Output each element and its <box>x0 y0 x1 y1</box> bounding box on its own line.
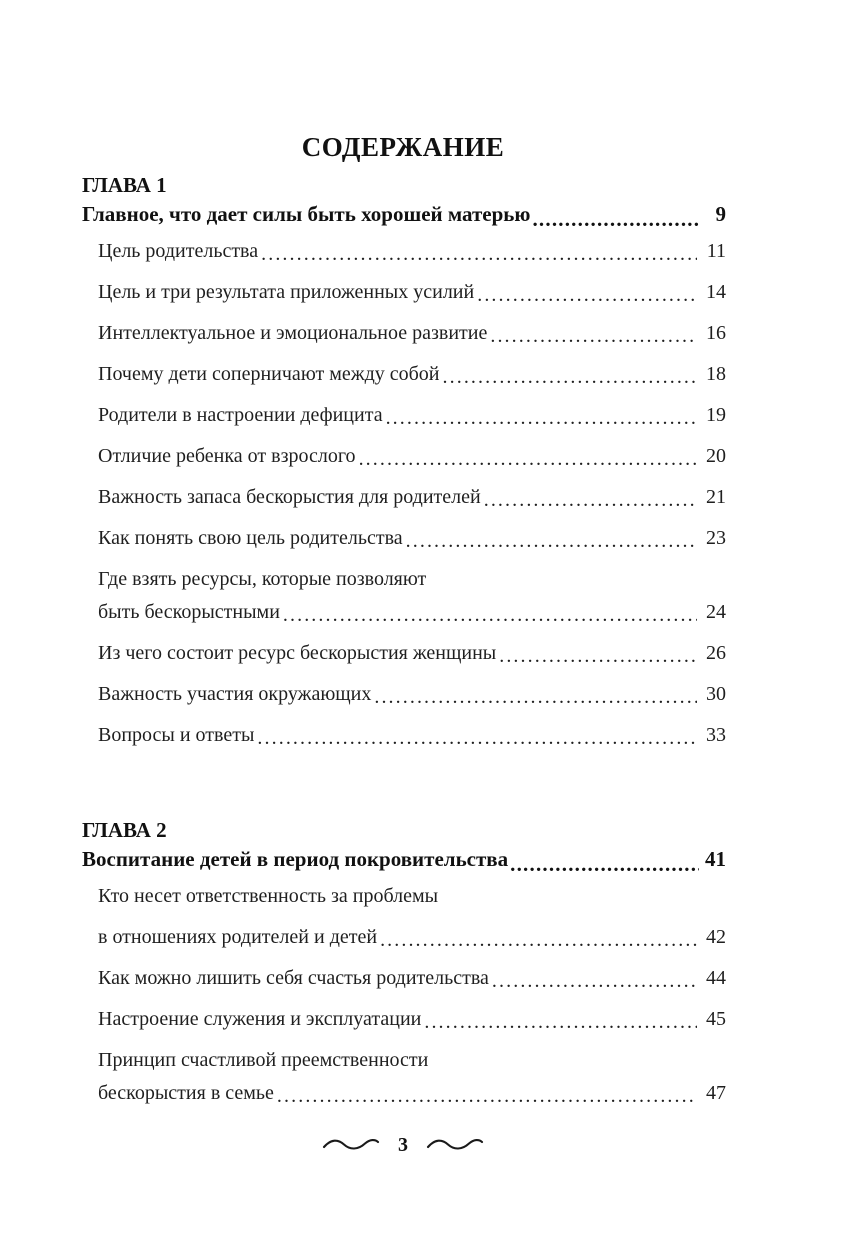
chapter-entry-list <box>98 884 726 1105</box>
toc-entry-line <box>98 641 726 665</box>
toc-entry[interactable] <box>98 526 726 550</box>
chapter-title-row[interactable] <box>82 844 726 874</box>
toc-entry-line <box>98 723 726 747</box>
chapter-title: Воспитание детей в период покровительства <box>82 847 509 871</box>
toc-entry-page-number: 18 <box>706 363 726 385</box>
toc-entry-line <box>98 444 726 468</box>
toc-entry-page-number: 47 <box>706 1082 726 1104</box>
dot-leader <box>490 328 697 345</box>
dot-leader <box>277 1088 697 1105</box>
chapter-label: ГЛАВА 2 <box>82 818 167 842</box>
toc-entry[interactable] <box>98 321 726 345</box>
dot-leader <box>257 730 697 747</box>
toc-entry-line <box>98 280 726 304</box>
toc-entry-line <box>98 485 726 509</box>
toc-entry[interactable] <box>98 403 726 427</box>
toc-entry-line: Где взять ресурсы, которые позволяют <box>98 568 427 590</box>
chapter-page-number: 9 <box>715 202 726 226</box>
toc-entry-page-number: 16 <box>706 322 726 344</box>
toc-entry-line <box>98 403 726 427</box>
toc-entry-page-number: 11 <box>706 240 726 262</box>
toc-entry[interactable] <box>98 485 726 509</box>
toc-entry-line <box>98 925 726 949</box>
dot-leader <box>499 648 697 665</box>
toc-entry-text: Цель родительства <box>98 240 259 262</box>
toc-entry[interactable] <box>98 280 726 304</box>
toc-entry-text: Важность запаса бескорыстия для родителей <box>98 486 481 508</box>
dot-leader <box>424 1014 697 1031</box>
toc-entry-text: Из чего состоит ресурс бескорыстия женщины <box>98 642 497 664</box>
toc-entry-text: Цель и три результата приложенных усилий <box>98 281 475 303</box>
squiggle-ornament-left-icon <box>322 1138 380 1152</box>
dot-leader <box>261 246 697 263</box>
dot-leader <box>374 689 697 706</box>
toc-entry-line <box>98 600 726 624</box>
chapter-block <box>82 817 726 1105</box>
toc-entry-page-number: 30 <box>706 683 726 705</box>
toc-entry-page-number: 23 <box>706 527 726 549</box>
toc-entry-text: бескорыстия в семье <box>98 1082 274 1104</box>
toc-entry-page-number: 21 <box>706 486 726 508</box>
toc-entry-page-number: 33 <box>706 724 726 746</box>
toc-entry-line <box>98 682 726 706</box>
toc-entry-line <box>98 1081 726 1105</box>
toc-entry-page-number: 19 <box>706 404 726 426</box>
toc-entry-page-number: 26 <box>706 642 726 664</box>
toc-entry[interactable] <box>98 444 726 468</box>
dot-leader <box>532 209 699 229</box>
toc-entry[interactable] <box>98 682 726 706</box>
page-title: СОДЕРЖАНИЕ <box>301 132 505 162</box>
chapter-block <box>82 172 726 747</box>
toc-entry-text: Интеллектуальное и эмоциональное развитие <box>98 322 488 344</box>
toc-entry-page-number: 45 <box>706 1008 726 1030</box>
toc-entry-text: Вопросы и ответы <box>98 724 255 746</box>
chapter-title: Главное, что дает силы быть хорошей матерью <box>82 202 531 226</box>
toc-entry[interactable] <box>98 239 726 263</box>
toc-entry-page-number: 20 <box>706 445 726 467</box>
toc-entry-line <box>98 321 726 345</box>
dot-leader <box>443 369 697 386</box>
toc-entry-text: Родители в настроении дефицита <box>98 404 383 426</box>
page-footer <box>0 1135 806 1155</box>
toc-entry[interactable] <box>98 641 726 665</box>
toc-entry-line <box>98 239 726 263</box>
toc-entry-text: Отличие ребенка от взрослого <box>98 445 356 467</box>
toc-entry-text: Как можно лишить себя счастья родительства <box>98 967 489 989</box>
chapter-title-row[interactable] <box>82 199 726 229</box>
dot-leader <box>406 533 697 550</box>
toc-entry-text: Настроение служения и эксплуатации <box>98 1008 422 1030</box>
chapter-entry-list <box>98 239 726 747</box>
dot-leader <box>492 973 697 990</box>
dot-leader <box>283 607 697 624</box>
toc-entry-line <box>98 1007 726 1031</box>
toc-entry[interactable] <box>98 1048 726 1105</box>
toc-entry-line <box>98 526 726 550</box>
toc-entry-line <box>98 966 726 990</box>
chapter-label: ГЛАВА 1 <box>82 173 167 197</box>
toc-entry[interactable] <box>98 966 726 990</box>
table-of-contents <box>82 172 726 1105</box>
dot-leader <box>380 932 697 949</box>
toc-entry[interactable] <box>98 884 726 949</box>
toc-entry-line <box>98 362 726 386</box>
toc-entry-text: Почему дети соперничают между собой <box>98 363 440 385</box>
toc-entry[interactable] <box>98 723 726 747</box>
toc-entry-page-number: 14 <box>706 281 726 303</box>
dot-leader <box>477 287 697 304</box>
dot-leader <box>510 854 699 874</box>
dot-leader <box>386 410 697 427</box>
squiggle-ornament-right-icon <box>426 1138 484 1152</box>
toc-entry-page-number: 44 <box>706 967 726 989</box>
dot-leader <box>359 451 697 468</box>
toc-entry-line: Кто несет ответственность за проблемы <box>98 885 439 907</box>
toc-entry[interactable] <box>98 567 726 624</box>
toc-entry[interactable] <box>98 362 726 386</box>
toc-entry-line: Принцип счастливой преемственности <box>98 1049 429 1071</box>
toc-entry-page-number: 42 <box>706 926 726 948</box>
toc-entry[interactable] <box>98 1007 726 1031</box>
dot-leader <box>484 492 697 509</box>
toc-entry-text: Как понять свою цель родительства <box>98 527 403 549</box>
toc-entry-page-number: 24 <box>706 601 726 623</box>
toc-entry-text: Важность участия окружающих <box>98 683 372 705</box>
chapter-page-number: 41 <box>705 847 726 871</box>
page-number: 3 <box>398 1134 408 1156</box>
toc-entry-text: в отношениях родителей и детей <box>98 926 378 948</box>
toc-entry-text: быть бескорыстными <box>98 601 280 623</box>
